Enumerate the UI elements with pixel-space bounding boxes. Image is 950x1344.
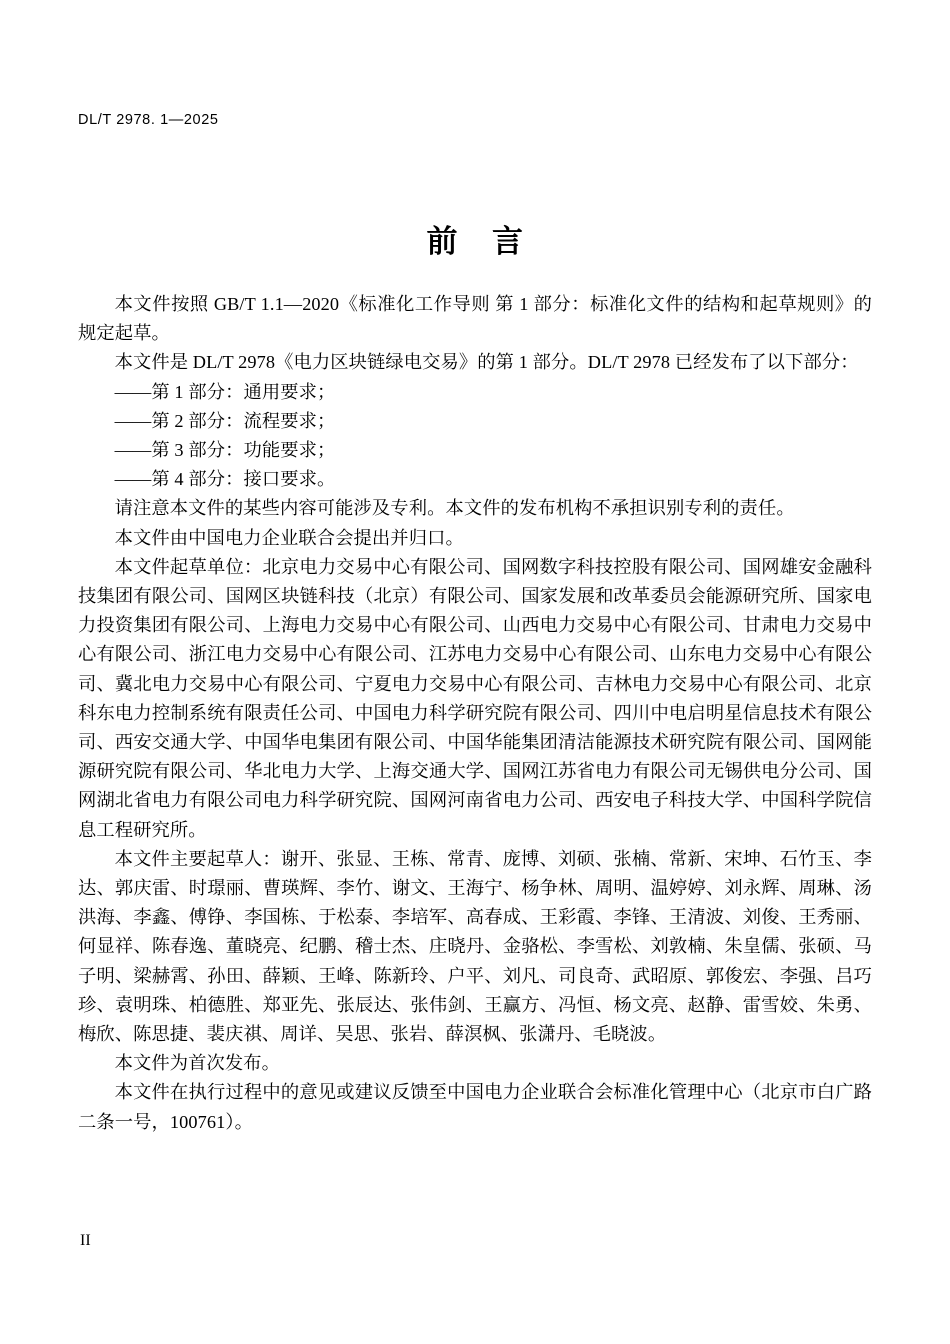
paragraph-drafting-units: 本文件起草单位：北京电力交易中心有限公司、国网数字科技控股有限公司、国网雄安金融科技集团有限公司、国网区块链科技（北京）有限公司、国家发展和改革委员会能源研究所、国家电力投资集团有限公司、上海电力交易中心有限公司、山西电力交易中心有限公司、甘肃电力交易中心有限公司、浙江电力交易中心有限公司、江苏电力交易中心有限公司、山东电力交易中心有限公司、冀北电力交易中心有限公司、宁夏电力交易中心有限公司、吉林电力交易中心有限公司、北京科东电力控制系统有限责任公司、中国电力科学研究院有限公司、四川中电启明星信息技术有限公司、西安交通大学、中国华电集团有限公司、中国华能集团清洁能源技术研究院有限公司、国网能源研究院有限公司、华北电力大学、上海交通大学、国网江苏省电力有限公司无锡供电分公司、国网湖北省电力有限公司电力科学研究院、国网河南省电力公司、西安电子科技大学、中国科学院信息工程研究所。 [78, 556, 872, 840]
page-title [0, 216, 950, 261]
part-list-item-1: ——第 1 部分：通用要求； [114, 381, 336, 402]
page-title-char-2: 言 [492, 224, 524, 260]
running-header-standard-number: DL/T 2978. 1—2025 [78, 112, 219, 128]
part-list-item-2: ——第 2 部分：流程要求； [114, 410, 336, 431]
paragraph-main-drafters: 本文件主要起草人：谢开、张显、王栋、常青、庞博、刘硕、张楠、常新、宋坤、石竹玉、李达、郭庆雷、时璟丽、曹瑛辉、李竹、谢文、王海宁、杨争林、周明、温婷婷、刘永辉、周琳、汤洪海、李鑫、傅铮、李国栋、于松泰、李培军、高春成、王彩霞、李锋、王清波、刘俊、王秀丽、何显祥、陈春逸、董晓亮、纪鹏、稽士杰、庄晓丹、金骆松、李雪松、刘敦楠、朱皇儒、张硕、马子明、梁赫霄、孙田、薛颖、王峰、陈新玲、户平、刘凡、司良奇、武昭原、郭俊宏、李强、吕巧珍、袁明珠、柏德胜、郑亚先、张辰达、张伟剑、王赢方、冯恒、杨文亮、赵静、雷雪姣、朱勇、梅欣、陈思捷、裴庆祺、周详、吴思、张岩、薛溟枫、张潇丹、毛晓波。 [78, 848, 872, 1045]
paragraph-proposing-body: 本文件由中国电力企业联合会提出并归口。 [114, 527, 464, 548]
paragraph-series-intro: 本文件是 DL/T 2978《电力区块链绿电交易》的第 1 部分。DL/T 2978 已经发布了以下部分： [114, 352, 859, 373]
part-list-item-4: ——第 4 部分：接口要求。 [114, 469, 336, 490]
foreword-body [78, 290, 872, 1137]
footer-page-number: II [80, 1232, 91, 1249]
page-title-char-1: 前 [426, 224, 458, 260]
part-list-item-3: ——第 3 部分：功能要求； [114, 440, 336, 461]
paragraph-drafting-basis: 本文件按照 GB/T 1.1—2020《标准化工作导则 第 1 部分：标准化文件的结构和起草规则》的规定起草。 [78, 294, 872, 344]
paragraph-first-issue: 本文件为首次发布。 [114, 1053, 281, 1074]
paragraph-feedback-address: 本文件在执行过程中的意见或建议反馈至中国电力企业联合会标准化管理中心（北京市白广路二条一号，100761）。 [78, 1082, 872, 1132]
paragraph-patent-notice: 请注意本文件的某些内容可能涉及专利。本文件的发布机构不承担识别专利的责任。 [114, 498, 795, 519]
